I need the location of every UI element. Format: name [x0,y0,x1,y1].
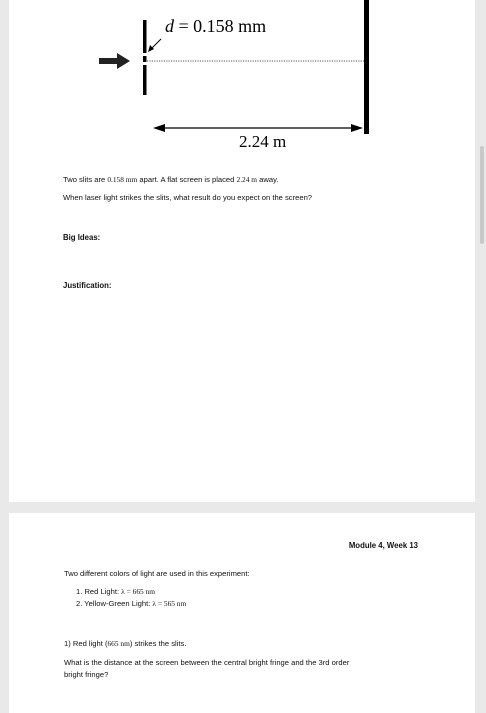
list-item-red: 1. Red Light: λ = 665 nm [76,587,155,596]
scrollbar-thumb[interactable] [480,146,484,244]
yellow-green-wavelength: λ = 565 nm [152,599,187,608]
screen-distance-value: 2.24 m [236,175,258,184]
distance-arrow [153,124,363,132]
light-arrow-icon [99,53,130,69]
slit-barrier [143,20,147,95]
module-label: Module 4, Week 13 [348,541,418,550]
list-item-yellow-green: 2. Yellow-Green Light: λ = 565 nm [76,599,187,608]
svg-text:d = 0.158 mm [165,16,266,36]
double-slit-diagram [9,0,475,151]
distance-label: 2.24 m [239,132,287,151]
question-1-text-cont: bright fringe? [64,670,109,679]
red-wavelength: λ = 665 nm [121,587,155,596]
big-ideas-heading: Big Ideas: [63,233,101,242]
question-1-text: What is the distance at the screen between the central bright fringe and the 3rd order [64,658,350,667]
document-page-1 [9,0,475,502]
problem-statement: Two slits are 0.158 mm apart. A flat screen is placed 2.24 m away. [63,175,279,184]
question-text: When laser light strikes the slits, what result do you expect on the screen? [63,193,313,202]
justification-heading: Justification: [63,281,112,290]
pointer-arrow-icon [148,39,161,52]
experiment-intro: Two different colors of light are used in this experiment: [64,569,250,578]
document-page-2 [9,513,475,713]
slit-separation-symbol: d [165,16,174,36]
question-1-title: 1) Red light (665 nm) strikes the slits. [64,639,187,648]
screen-bar [364,0,369,134]
slit-distance-value: 0.158 mm [107,175,138,184]
slit-separation-value: = 0.158 mm [174,16,267,36]
